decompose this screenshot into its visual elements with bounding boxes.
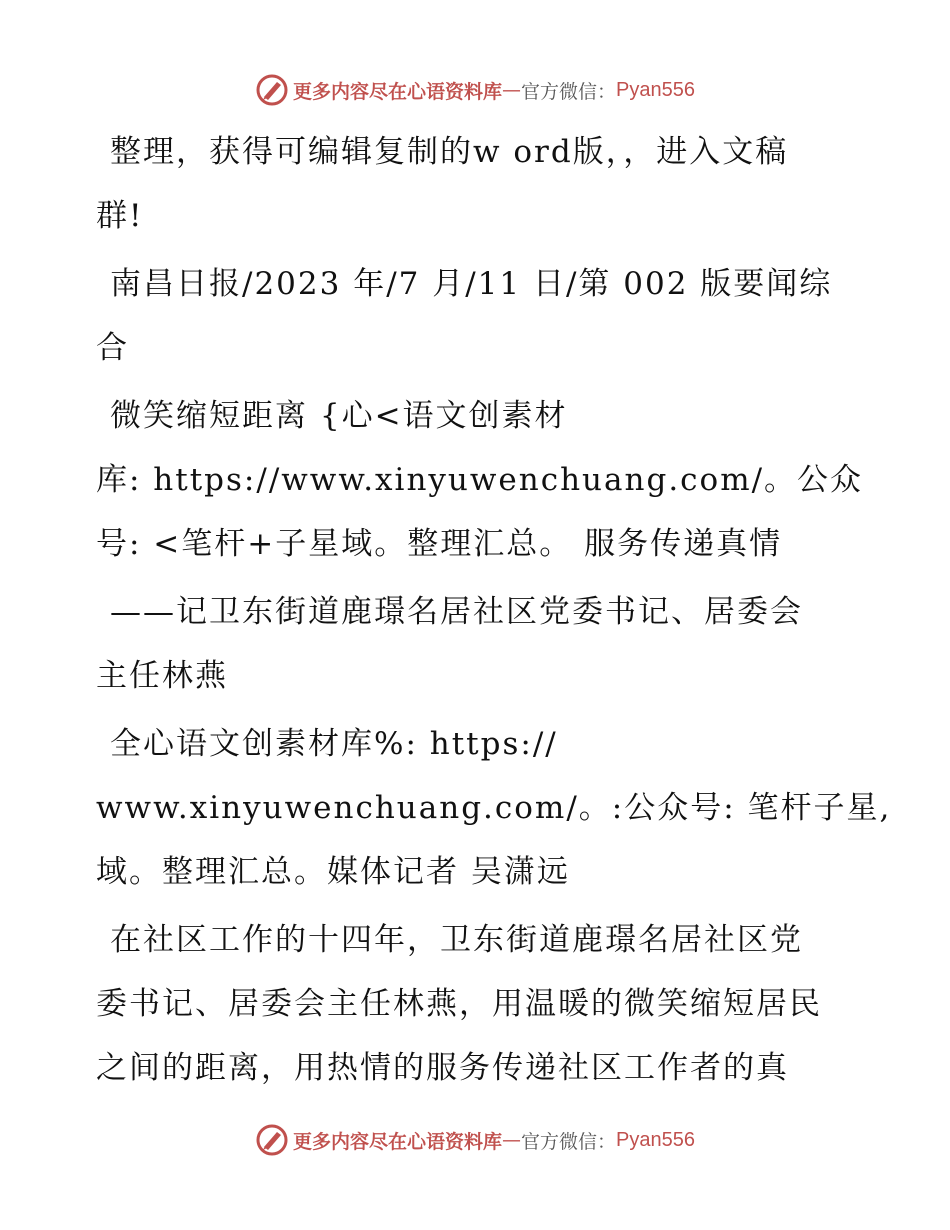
paragraph-6 xyxy=(96,908,856,1100)
banner-label: 官方微信： xyxy=(521,1130,617,1153)
header-banner xyxy=(0,70,950,110)
banner-wechat-id: Pyan556 xyxy=(616,1128,695,1151)
footer-banner xyxy=(0,1120,950,1160)
logo-icon xyxy=(255,73,289,107)
paragraph-2 xyxy=(96,252,856,380)
paragraph-6-line-1: 在社区工作的十四年，卫东街道鹿璟名居社区党 xyxy=(110,922,803,958)
paragraph-5-line-1: 全心语文创素材库%: https:// xyxy=(110,726,558,762)
paragraph-6-line-3: 之间的距离，用热情的服务传递社区工作者的真 xyxy=(96,1050,789,1086)
paragraph-3 xyxy=(96,384,864,576)
paragraph-2-line-2: 合 xyxy=(96,330,129,366)
banner-label: 官方微信： xyxy=(521,80,617,103)
paragraph-2-line-1: 南昌日报/2023 年/7 月/11 日/第 002 版要闻综 xyxy=(110,266,833,302)
banner-main-text: 更多内容尽在心语资料库 xyxy=(293,80,503,103)
document-body xyxy=(96,120,892,1100)
paragraph-4 xyxy=(96,580,856,708)
banner-separator: — xyxy=(502,1129,522,1151)
banner-main-text: 更多内容尽在心语资料库 xyxy=(293,1130,503,1153)
paragraph-1 xyxy=(96,120,856,248)
paragraph-4-line-2: 主任林燕 xyxy=(96,658,228,694)
paragraph-6-line-2: 委书记、居委会主任林燕，用温暖的微笑缩短居民 xyxy=(96,986,822,1022)
paragraph-5 xyxy=(96,712,892,904)
paragraph-3-line-3: 号: <笔杆+子星域。整理汇总。 服务传递真情 xyxy=(96,526,783,562)
logo-icon xyxy=(255,1123,289,1157)
paragraph-4-line-1: ——记卫东街道鹿璟名居社区党委书记、居委会 xyxy=(110,594,803,630)
banner-separator: — xyxy=(502,79,522,101)
paragraph-1-line-2: 群! xyxy=(96,198,144,234)
paragraph-5-line-3: 域。整理汇总。媒体记者 吴潇远 xyxy=(96,854,570,890)
paragraph-3-line-1: 微笑缩短距离 {心<语文创素材 xyxy=(110,398,568,434)
paragraph-5-line-2: www.xinyuwenchuang.com/。:公众号: 笔杆子星, xyxy=(96,790,892,826)
banner-wechat-id: Pyan556 xyxy=(616,78,695,101)
paragraph-3-line-2: 库: https://www.xinyuwenchuang.com/。公众 xyxy=(96,462,864,498)
paragraph-1-line-1: 整理，获得可编辑复制的w ord版，，进入文稿 xyxy=(110,134,789,170)
